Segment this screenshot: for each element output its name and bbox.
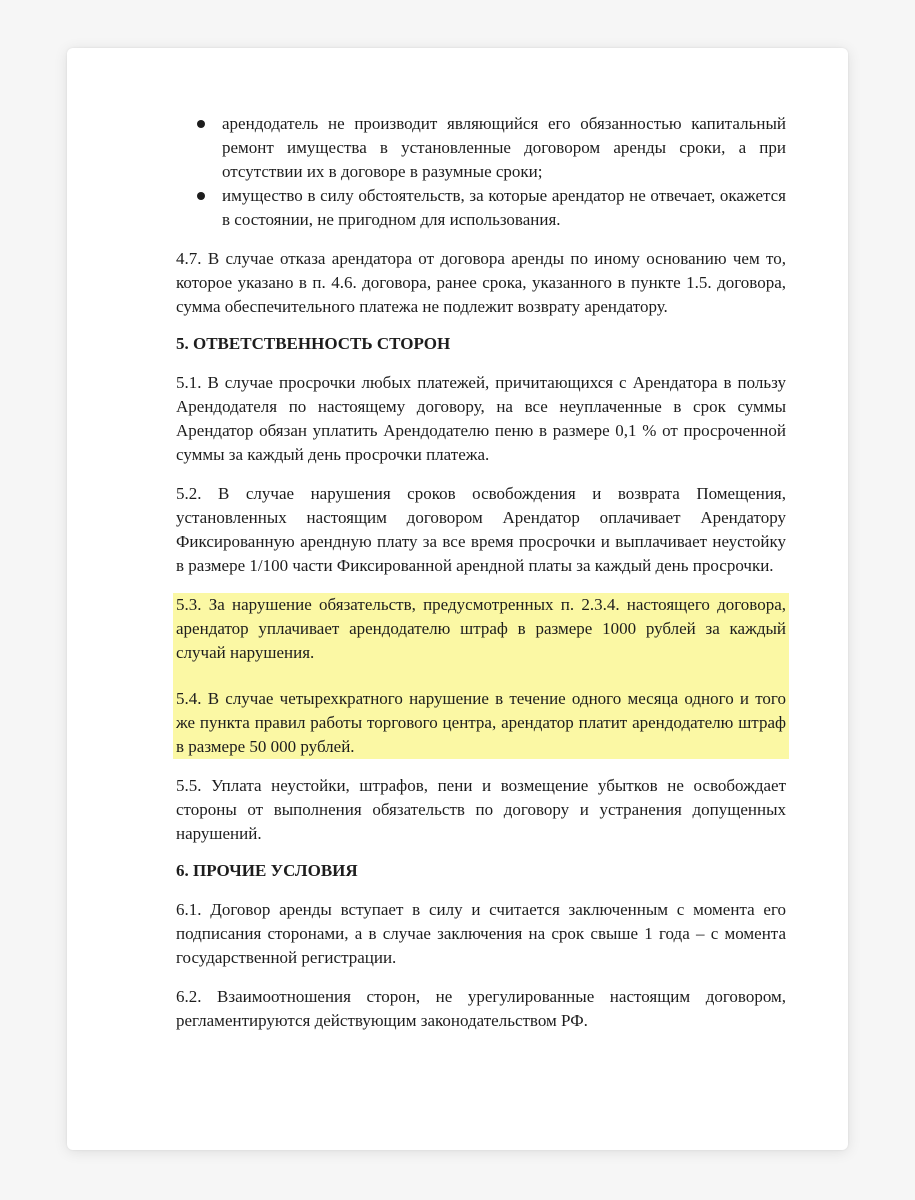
clause-5-3: 5.3. За нарушение обязательств, предусмотренных п. 2.3.4. настоящего договора, арендатор уплачивает арендодателю штраф в размере 1000 рублей за каждый случай нарушения. (176, 595, 786, 662)
clause-4-7: 4.7. В случае отказа арендатора от договора аренды по иному основанию чем то, которое указано в п. 4.6. договора, ранее срока, указанного в пункте 1.5. договора, сумма обеспечительного платежа не подлежит возврату арендатору. (176, 249, 786, 316)
bullet-text: имущество в силу обстоятельств, за которые арендатор не отвечает, окажется в состоянии, не пригодном для использования. (222, 186, 786, 229)
bullet-list (176, 112, 786, 232)
clause-5-1: 5.1. В случае просрочки любых платежей, причитающихся с Арендатора в пользу Арендодателя по настоящему договору, на все неуплаченные в срок суммы Арендатор обязан уплатить Арендодателю пеню в размере 0,1 % от просроченной суммы за каждый день просрочки платежа. (176, 373, 786, 464)
bullet-text: арендодатель не производит являющийся его обязанностью капитальный ремонт имущества в установленные договором аренды сроки, а при отсутствии их в договоре в разумные сроки; (222, 114, 786, 181)
bullet-icon (197, 192, 205, 200)
document-page (67, 48, 848, 1150)
section-heading-5: 5. ОТВЕТСТВЕННОСТЬ СТОРОН (176, 334, 451, 353)
list-item (222, 184, 786, 232)
clause-5-2: 5.2. В случае нарушения сроков освобождения и возврата Помещения, установленных настоящим договором Арендатор оплачивает Арендатору Фиксированную арендную плату за все время просрочки и выплачивает неустойку в размере 1/100 части Фиксированной арендной платы за каждый день просрочки. (176, 484, 786, 575)
highlighted-clauses (173, 593, 789, 759)
bullet-icon (197, 120, 205, 128)
clause-5-4: 5.4. В случае четырехкратного нарушение в течение одного месяца одного и того же пункта правил работы торгового центра, арендатор платит арендодателю штраф в размере 50 000 рублей. (176, 689, 786, 756)
clause-6-1: 6.1. Договор аренды вступает в силу и считается заключенным с момента его подписания сторонами, а в случае заключения на срок свыше 1 года – с момента государственной регистрации. (176, 900, 786, 967)
list-item (222, 112, 786, 184)
clause-6-2: 6.2. Взаимоотношения сторон, не урегулированные настоящим договором, регламентируются действующим законодательством РФ. (176, 987, 786, 1030)
section-heading-6: 6. ПРОЧИЕ УСЛОВИЯ (176, 861, 358, 880)
clause-5-5: 5.5. Уплата неустойки, штрафов, пени и возмещение убытков не освобождает стороны от выполнения обязательств по договору и устранения допущенных нарушений. (176, 776, 786, 843)
